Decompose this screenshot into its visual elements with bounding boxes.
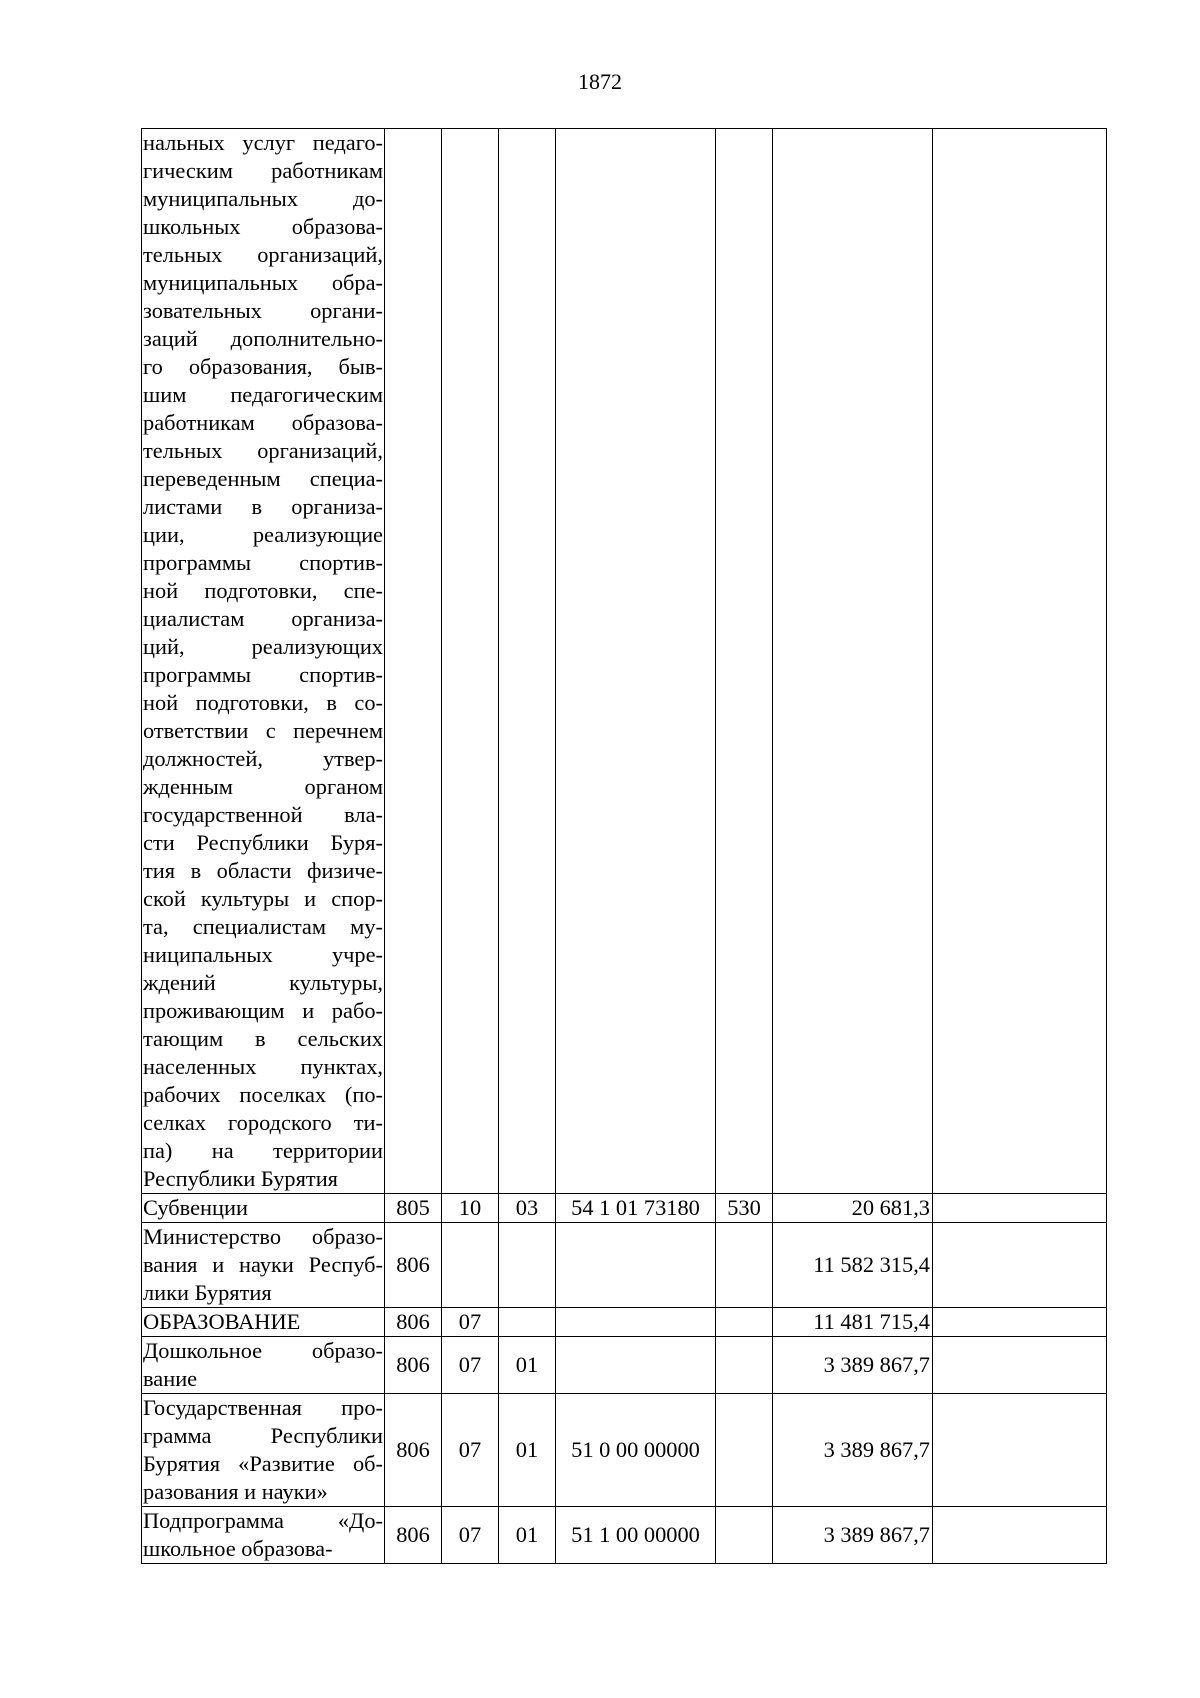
section-code-cell: 07 bbox=[442, 1507, 499, 1564]
item-name-line: разования и науки» bbox=[143, 1479, 328, 1504]
item-name-line: го образования, быв- bbox=[143, 354, 383, 379]
table-row bbox=[142, 1223, 1107, 1308]
item-name-line: программы спортив- bbox=[143, 662, 383, 687]
subsection-code-cell bbox=[499, 1223, 556, 1308]
item-name-line: зовательных органи- bbox=[143, 298, 383, 323]
item-name-line: Дошкольное образо- bbox=[143, 1338, 383, 1363]
item-name-line: ниципальных учре- bbox=[143, 942, 383, 967]
item-name-line: па) на территории bbox=[143, 1138, 383, 1163]
amount-cell: 11 481 715,4 bbox=[773, 1308, 933, 1337]
item-name-line: государственной вла- bbox=[143, 802, 383, 827]
item-name-line: заций дополнительно- bbox=[143, 326, 383, 351]
item-name-line: гическим работникам bbox=[143, 158, 383, 183]
amount-cell: 3 389 867,7 bbox=[773, 1394, 933, 1507]
item-name-line: программы спортив- bbox=[143, 550, 383, 575]
item-name-line: рабочих поселках (по- bbox=[143, 1082, 383, 1107]
item-name-line: листами в организа- bbox=[143, 494, 383, 519]
item-name-line: работникам образова- bbox=[143, 410, 383, 435]
item-name-line: циалистам организа- bbox=[143, 606, 383, 631]
item-name-line: Республики Бурятия bbox=[143, 1166, 338, 1191]
item-name-line: сти Республики Буря- bbox=[143, 830, 383, 855]
extra-cell bbox=[933, 1223, 1107, 1308]
extra-cell bbox=[933, 129, 1107, 1194]
ministry-code-cell: 806 bbox=[385, 1308, 442, 1337]
target-article-cell bbox=[556, 1223, 716, 1308]
table-row bbox=[142, 1194, 1107, 1223]
item-name-line: школьных образова- bbox=[143, 214, 383, 239]
expense-type-cell bbox=[716, 1507, 773, 1564]
budget-table bbox=[141, 128, 1107, 1564]
table-row bbox=[142, 1308, 1107, 1337]
subsection-code-cell: 01 bbox=[499, 1507, 556, 1564]
item-name-cell bbox=[142, 1507, 385, 1564]
item-name-line: ции, реализующие bbox=[143, 522, 383, 547]
item-name-cell bbox=[142, 1394, 385, 1507]
amount-cell: 11 582 315,4 bbox=[773, 1223, 933, 1308]
item-name-line: тельных организаций, bbox=[143, 438, 383, 463]
subsection-code-cell bbox=[499, 1308, 556, 1337]
item-name-line: тающим в сельских bbox=[143, 1026, 383, 1051]
target-article-cell: 51 0 00 00000 bbox=[556, 1394, 716, 1507]
expense-type-cell bbox=[716, 129, 773, 1194]
table-row bbox=[142, 129, 1107, 1194]
item-name-line: ответствии с перечнем bbox=[143, 718, 383, 743]
item-name-line: жденным органом bbox=[143, 774, 383, 799]
expense-type-cell bbox=[716, 1223, 773, 1308]
ministry-code-cell: 806 bbox=[385, 1507, 442, 1564]
item-name-line: вание bbox=[143, 1366, 198, 1391]
item-name-line: вания и науки Респуб- bbox=[143, 1252, 383, 1277]
item-name-line: переведенным специа- bbox=[143, 466, 383, 491]
item-name-cell bbox=[142, 1308, 385, 1337]
item-name-line: ций, реализующих bbox=[143, 634, 383, 659]
ministry-code-cell bbox=[385, 129, 442, 1194]
subsection-code-cell: 01 bbox=[499, 1337, 556, 1394]
ministry-code-cell: 805 bbox=[385, 1194, 442, 1223]
item-name-line: населенных пунктах, bbox=[143, 1054, 383, 1079]
item-name-line: муниципальных до- bbox=[143, 186, 383, 211]
expense-type-cell: 530 bbox=[716, 1194, 773, 1223]
item-name-line: грамма Республики bbox=[143, 1423, 383, 1448]
item-name-line: Субвенции bbox=[143, 1195, 248, 1220]
section-code-cell bbox=[442, 129, 499, 1194]
section-code-cell: 07 bbox=[442, 1337, 499, 1394]
ministry-code-cell: 806 bbox=[385, 1394, 442, 1507]
extra-cell bbox=[933, 1194, 1107, 1223]
item-name-line: шим педагогическим bbox=[143, 382, 383, 407]
table-body bbox=[142, 129, 1107, 1564]
expense-type-cell bbox=[716, 1337, 773, 1394]
subsection-code-cell bbox=[499, 129, 556, 1194]
item-name-line: та, специалистам му- bbox=[143, 914, 383, 939]
table-row bbox=[142, 1507, 1107, 1564]
table-row bbox=[142, 1394, 1107, 1507]
item-name-line: проживающим и рабо- bbox=[143, 998, 383, 1023]
ministry-code-cell: 806 bbox=[385, 1223, 442, 1308]
section-code-cell: 10 bbox=[442, 1194, 499, 1223]
item-name-line: селках городского ти- bbox=[143, 1110, 383, 1135]
item-name-line: тия в области физиче- bbox=[143, 858, 383, 883]
item-name-line: Государственная про- bbox=[143, 1395, 383, 1420]
target-article-cell bbox=[556, 1308, 716, 1337]
item-name-line: нальных услуг педаго- bbox=[143, 130, 383, 155]
item-name-line: ждений культуры, bbox=[143, 970, 383, 995]
item-name-line: ной подготовки, в со- bbox=[143, 690, 383, 715]
item-name-line: Подпрограмма «До- bbox=[143, 1508, 383, 1533]
subsection-code-cell: 01 bbox=[499, 1394, 556, 1507]
amount-cell: 3 389 867,7 bbox=[773, 1337, 933, 1394]
target-article-cell bbox=[556, 129, 716, 1194]
amount-cell: 3 389 867,7 bbox=[773, 1507, 933, 1564]
page-number: 1872 bbox=[578, 69, 622, 94]
table-row bbox=[142, 1337, 1107, 1394]
section-code-cell bbox=[442, 1223, 499, 1308]
item-name-line: муниципальных обра- bbox=[143, 270, 383, 295]
item-name-line: ной подготовки, спе- bbox=[143, 578, 383, 603]
amount-cell bbox=[773, 129, 933, 1194]
item-name-line: тельных организаций, bbox=[143, 242, 383, 267]
extra-cell bbox=[933, 1337, 1107, 1394]
item-name-line: ОБРАЗОВАНИЕ bbox=[143, 1309, 301, 1334]
item-name-cell bbox=[142, 1223, 385, 1308]
expense-type-cell bbox=[716, 1394, 773, 1507]
item-name-line: Министерство образо- bbox=[143, 1224, 383, 1249]
section-code-cell: 07 bbox=[442, 1394, 499, 1507]
expense-type-cell bbox=[716, 1308, 773, 1337]
item-name-line: должностей, утвер- bbox=[143, 746, 383, 771]
extra-cell bbox=[933, 1308, 1107, 1337]
target-article-cell: 51 1 00 00000 bbox=[556, 1507, 716, 1564]
subsection-code-cell: 03 bbox=[499, 1194, 556, 1223]
item-name-line: ской культуры и спор- bbox=[143, 886, 383, 911]
item-name-cell bbox=[142, 1337, 385, 1394]
item-name-line: школьное образова- bbox=[143, 1536, 333, 1561]
amount-cell: 20 681,3 bbox=[773, 1194, 933, 1223]
extra-cell bbox=[933, 1507, 1107, 1564]
extra-cell bbox=[933, 1394, 1107, 1507]
item-name-line: лики Бурятия bbox=[143, 1280, 272, 1305]
section-code-cell: 07 bbox=[442, 1308, 499, 1337]
item-name-line: Бурятия «Развитие об- bbox=[143, 1451, 383, 1476]
target-article-cell bbox=[556, 1337, 716, 1394]
target-article-cell: 54 1 01 73180 bbox=[556, 1194, 716, 1223]
item-name-cell bbox=[142, 1194, 385, 1223]
item-name-cell bbox=[142, 129, 385, 1194]
ministry-code-cell: 806 bbox=[385, 1337, 442, 1394]
